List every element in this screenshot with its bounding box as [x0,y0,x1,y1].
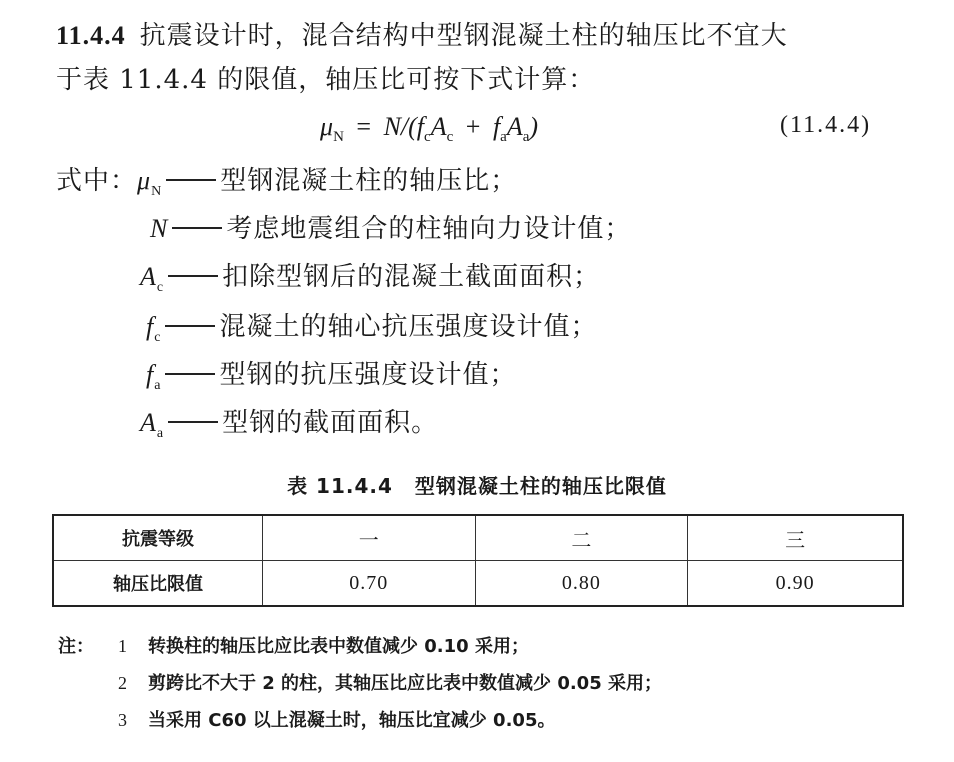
definition-row [140,402,438,442]
equation-number: (11.4.4) [780,112,872,138]
notes-lead: 注： [58,636,94,657]
dash [168,421,218,423]
grade-cell: 三 [688,515,903,561]
definition-text: 型钢的截面面积。 [222,408,439,438]
formula-sub-a1: a [500,129,507,146]
definitions-intro: 式中： [56,166,138,196]
note-text: 转换柱的轴压比应比表中数值减少 0.10 采用； [148,636,529,657]
dash [172,227,222,229]
table-title: 型钢混凝土柱的轴压比限值 [414,474,667,498]
formula-rhs-pre: N/(f [383,112,425,141]
note-number: 2 [118,673,127,693]
definition-symbol [140,408,164,442]
definition-symbol [146,360,161,394]
definition-symbol [146,312,161,346]
clause-line-1 [56,14,916,58]
grade-cell: 一 [263,515,476,561]
limit-cell: 0.90 [688,561,903,607]
note-item [58,628,662,665]
definition-text: 型钢混凝土柱的轴压比； [220,166,518,196]
symbol-main: A [140,408,157,437]
clause-number: 11.4.4 [56,21,126,50]
grade-cell: 二 [475,515,688,561]
formula-lhs: μ [320,112,334,141]
formula-sub-c2: c [446,129,454,146]
definition-row [146,354,516,394]
symbol-main: N [150,214,169,243]
definition-row [56,160,517,200]
formula-a1: A [430,112,447,141]
formula-lhs-sub: N [333,129,344,146]
note-number: 1 [118,636,127,656]
symbol-sub: a [156,426,165,442]
definition-symbol [137,166,162,200]
dash [166,179,216,181]
note-text: 当采用 C60 以上混凝土时，轴压比宜减少 0.05。 [148,710,556,731]
clause-text-1: 抗震设计时，混合结构中型钢混凝土柱的轴压比不宜大 [139,21,788,51]
note-item [58,665,662,702]
definition-row [150,208,631,245]
limit-cell: 0.70 [263,561,476,607]
definition-text: 型钢的抗压强度设计值； [219,360,517,390]
symbol-sub: N [151,184,163,200]
symbol-main: A [140,262,157,291]
symbol-sub: c [156,280,165,296]
dash [165,373,215,375]
symbol-main: f [146,360,155,389]
table-row [53,515,903,561]
table-notes [58,628,662,739]
symbol-sub: c [154,330,162,346]
definition-symbol [140,262,164,296]
definition-symbol [150,214,168,244]
formula [320,112,538,146]
definition-text: 混凝土的轴心抗压强度设计值； [219,312,598,342]
clause-line-2: 于表 11.4.4 的限值，轴压比可按下式计算： [56,65,596,95]
row-header-grade: 抗震等级 [53,515,263,561]
row-header-limit: 轴压比限值 [53,561,263,607]
symbol-sub: a [154,378,162,394]
table-caption [0,470,954,499]
definition-text: 扣除型钢后的混凝土截面面积； [222,262,601,292]
clause-paragraph [56,14,916,102]
note-item [58,702,662,739]
limit-cell: 0.80 [475,561,688,607]
note-number: 3 [118,710,127,730]
axial-ratio-table [52,514,904,607]
note-text: 剪跨比不大于 2 的柱，其轴压比应比表中数值减少 0.05 采用； [148,673,662,694]
formula-a2: A [506,112,523,141]
table-number: 表 11.4.4 [287,474,393,498]
formula-f2: f [492,112,501,141]
formula-sub-a2: a [522,129,530,146]
definition-row [140,256,600,296]
definition-row [146,306,597,346]
formula-equals: = [356,112,372,141]
dash [165,325,215,327]
formula-sub-c1: c [424,129,431,146]
table-row [53,561,903,607]
formula-plus: + [465,112,481,141]
formula-close: ) [529,112,539,141]
dash [168,275,218,277]
symbol-main: f [146,312,155,341]
definition-text: 考虑地震组合的柱轴向力设计值； [226,214,632,244]
symbol-main: μ [137,166,152,195]
